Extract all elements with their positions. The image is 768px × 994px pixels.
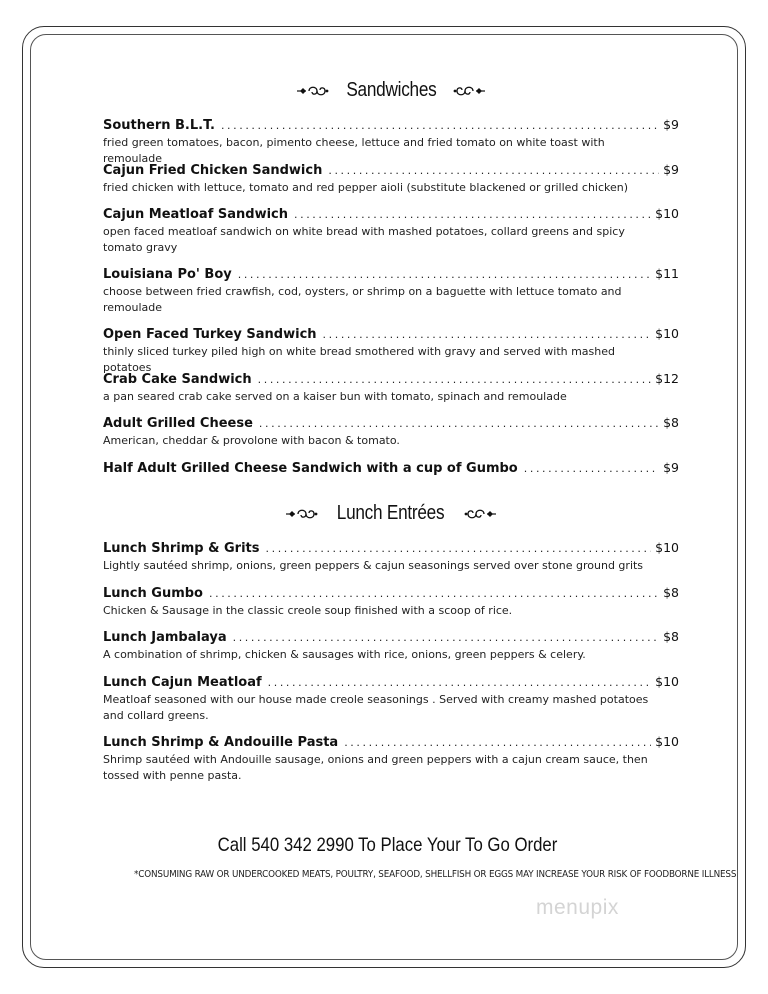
call-to-order bbox=[103, 834, 671, 857]
dot-leader bbox=[268, 675, 652, 691]
menu-item-open-faced-turkey bbox=[103, 326, 679, 376]
item-description: fried green tomatoes, bacon, pimento cheese, lettuce and fried tomato on white toast with remoulade bbox=[103, 136, 605, 165]
dot-leader bbox=[323, 327, 652, 343]
dot-leader bbox=[266, 541, 652, 557]
item-price: $8 bbox=[663, 629, 679, 644]
item-name: Lunch Cajun Meatloaf bbox=[103, 675, 262, 690]
menu-item-adult-grilled-cheese bbox=[103, 415, 679, 449]
item-description: thinly sliced turkey piled high on white bread smothered with gravy and served with mashed potatoes bbox=[103, 345, 616, 374]
item-name: Half Adult Grilled Cheese Sandwich with a cup of Gumbo bbox=[103, 461, 518, 476]
menu-item-lunch-shrimp-grits bbox=[103, 540, 679, 574]
item-price: $10 bbox=[655, 540, 679, 555]
item-price: $12 bbox=[655, 371, 679, 386]
item-description: Meatloaf seasoned with our house made creole seasonings . Served with creamy mashed potatoes and collard greens. bbox=[103, 693, 649, 722]
item-name: Lunch Jambalaya bbox=[103, 630, 227, 645]
item-description: Lightly sautéed shrimp, onions, green peppers & cajun seasonings served over stone ground grits bbox=[103, 559, 644, 572]
item-description: open faced meatloaf sandwich on white bread with mashed potatoes, collard greens and spicy tomato gravy bbox=[103, 225, 625, 254]
dot-leader bbox=[259, 416, 659, 432]
item-price: $9 bbox=[663, 162, 679, 177]
item-name: Lunch Shrimp & Andouille Pasta bbox=[103, 735, 339, 750]
item-description: Chicken & Sausage in the classic creole soup finished with a scoop of rice. bbox=[103, 604, 513, 617]
item-price: $8 bbox=[663, 415, 679, 430]
item-price: $10 bbox=[655, 206, 679, 221]
menu-item-lunch-cajun-meatloaf bbox=[103, 674, 679, 724]
item-name: Cajun Meatloaf Sandwich bbox=[103, 207, 289, 222]
menu-item-lunch-gumbo bbox=[103, 585, 679, 619]
item-price: $8 bbox=[663, 585, 679, 600]
scroll-flourish-icon bbox=[464, 507, 496, 521]
dot-leader bbox=[524, 461, 659, 477]
item-price: $10 bbox=[655, 734, 679, 749]
item-name: Adult Grilled Cheese bbox=[103, 416, 253, 431]
dot-leader bbox=[258, 372, 652, 388]
menu-item-cajun-fried-chicken bbox=[103, 162, 679, 196]
menu-item-half-grilled-cheese-gumbo bbox=[103, 460, 679, 477]
menu-item-louisiana-po-boy bbox=[103, 266, 679, 316]
scroll-flourish-icon bbox=[453, 84, 485, 98]
item-name: Southern B.L.T. bbox=[103, 118, 215, 133]
item-description: fried chicken with lettuce, tomato and red pepper aioli (substitute blackened or grilled chicken) bbox=[103, 181, 629, 194]
item-name: Lunch Gumbo bbox=[103, 586, 203, 601]
dot-leader bbox=[221, 118, 659, 134]
dot-leader bbox=[233, 630, 660, 646]
item-description: A combination of shrimp, chicken & sausages with rice, onions, green peppers & celery. bbox=[103, 648, 586, 661]
item-price: $10 bbox=[655, 674, 679, 689]
item-price: $11 bbox=[655, 266, 679, 281]
dot-leader bbox=[238, 267, 651, 283]
menu-item-crab-cake-sandwich bbox=[103, 371, 679, 405]
item-description: a pan seared crab cake served on a kaiser bun with tomato, spinach and remoulade bbox=[103, 390, 567, 403]
item-price: $9 bbox=[663, 460, 679, 475]
item-description: choose between fried crawfish, cod, oysters, or shrimp on a baguette with lettuce tomato and remoulade bbox=[103, 285, 622, 314]
item-name: Louisiana Po' Boy bbox=[103, 267, 232, 282]
section-title-text: Lunch Entrées bbox=[337, 502, 445, 524]
item-name: Cajun Fried Chicken Sandwich bbox=[103, 163, 323, 178]
menu-item-cajun-meatloaf-sandwich bbox=[103, 206, 679, 256]
section-title-text: Sandwiches bbox=[345, 79, 437, 101]
dot-leader bbox=[328, 163, 659, 179]
call-to-order-text: Call 540 342 2990 To Place Your To Go Order bbox=[217, 834, 557, 856]
dot-leader bbox=[344, 735, 651, 751]
section-title-lunch-entrees bbox=[103, 502, 679, 525]
item-name: Lunch Shrimp & Grits bbox=[103, 541, 260, 556]
menu-item-lunch-shrimp-andouille-pasta bbox=[103, 734, 679, 784]
food-safety-disclaimer bbox=[93, 869, 737, 880]
item-price: $9 bbox=[663, 117, 679, 132]
scroll-flourish-icon bbox=[297, 84, 329, 98]
disclaimer-text: *CONSUMING RAW OR UNDERCOOKED MEATS, POULTRY, SEAFOOD, SHELLFISH OR EGGS MAY INCREASE YOUR RISK OF FOODBORNE ILLNESS bbox=[134, 869, 737, 880]
item-description: Shrimp sautéed with Andouille sausage, onions and green peppers with a cajun cream sauce, then tossed with penne pasta. bbox=[103, 753, 648, 782]
dot-leader bbox=[209, 586, 659, 602]
item-name: Open Faced Turkey Sandwich bbox=[103, 327, 317, 342]
item-price: $10 bbox=[655, 326, 679, 341]
dot-leader bbox=[294, 207, 651, 223]
menu-item-lunch-jambalaya bbox=[103, 629, 679, 663]
section-title-sandwiches bbox=[103, 79, 679, 102]
scroll-flourish-icon bbox=[286, 507, 318, 521]
menu-item-southern-blt bbox=[103, 117, 679, 167]
menupix-watermark: menupix bbox=[536, 896, 619, 919]
item-name: Crab Cake Sandwich bbox=[103, 372, 252, 387]
item-description: American, cheddar & provolone with bacon & tomato. bbox=[103, 434, 400, 447]
